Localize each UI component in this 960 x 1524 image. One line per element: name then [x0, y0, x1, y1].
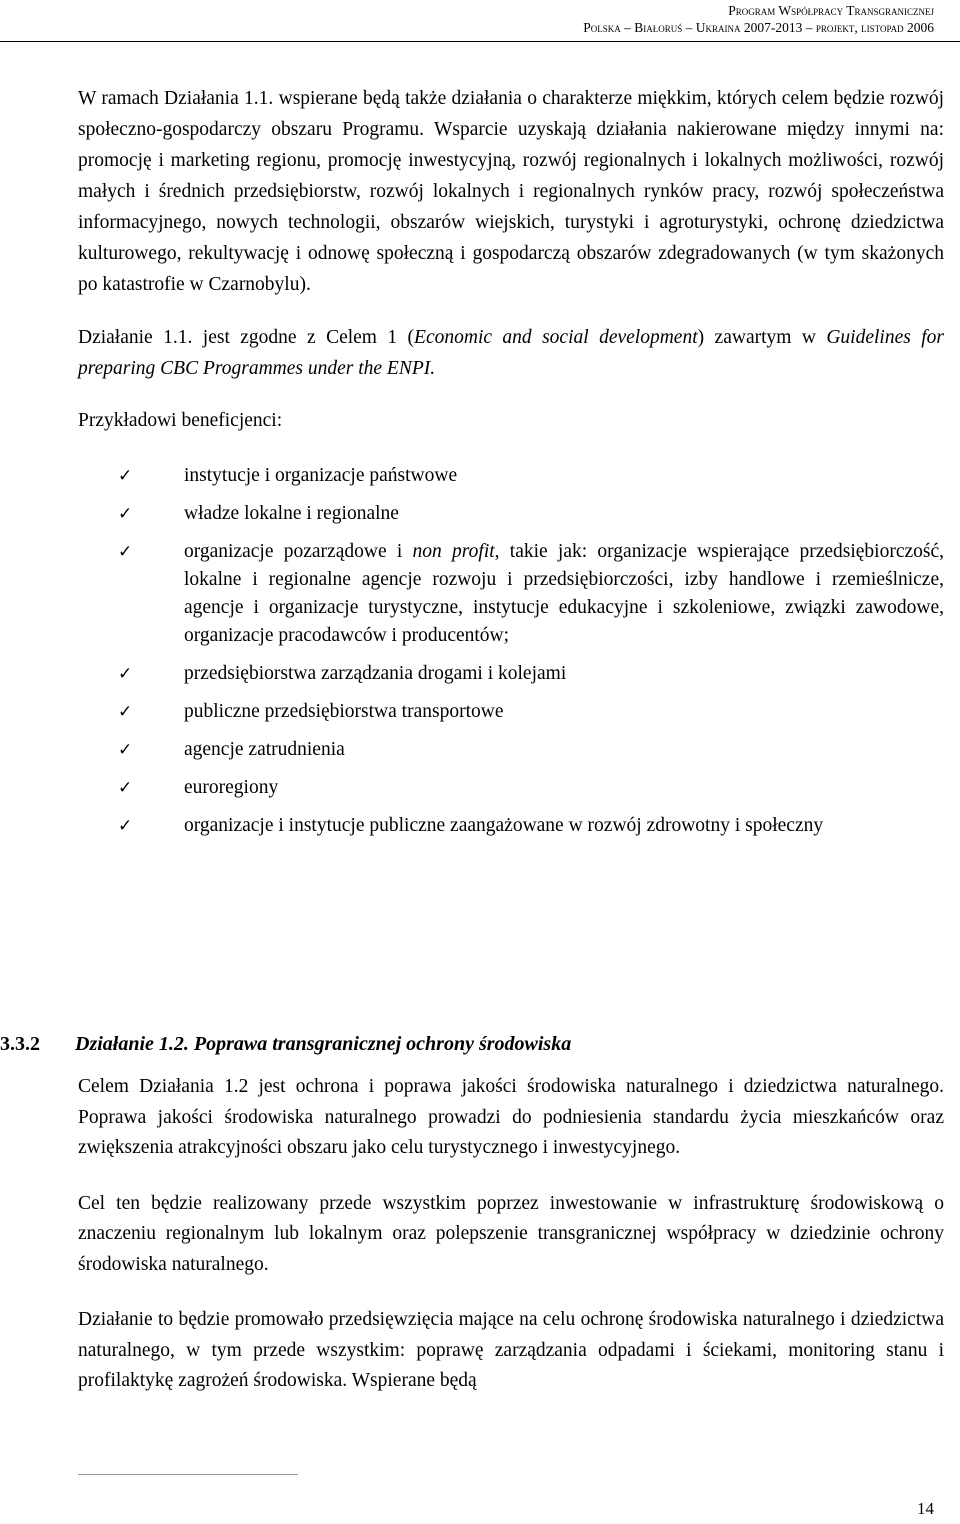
- header-divider: [0, 41, 960, 42]
- footnote-divider: [78, 1474, 298, 1475]
- main-content: [78, 83, 944, 850]
- list-item-italic: non profit: [412, 541, 495, 562]
- list-item-text-end: , takie jak: organizacje wspierające przedsiębiorczość, lokalne i regionalne agencje rozwoju i przedsiębiorczości, izby handlowe i rzemieślnicze, agencje i organizacje turystyczne, instytucje edukacyjne i szkoleniowe, związki zawodowe, organizacje pracodawców i producentów;: [184, 541, 944, 646]
- guidelines-goal-italic: Economic and social development: [414, 327, 698, 348]
- list-item: [78, 812, 944, 840]
- check-icon: ✓: [118, 504, 133, 524]
- check-icon: ✓: [118, 816, 133, 836]
- paragraph-measure-1-1: W ramach Działania 1.1. wspierane będą także działania o charakterze miękkim, których celem będzie rozwój społeczno-gospodarczy obszaru Programu. Wsparcie uzyskają działania nakierowane między innymi na: promocję i marketing regionu, promocję inwestycyjną, rozwój regionalnych i lokalnych możliwości, rozwój małych i średnich przedsiębiorstw, rozwój lokalnych i regionalnych rynków pracy, rozwój społeczeństwa informacyjnego, nowych technologii, obszarów wiejskich, turystyki i agroturystyki, ochronę dziedzictwa kulturowego, rekultywację i odnowę społeczną i gospodarczą obszarów zdegradowanych (w tym skażonych po katastrofie w Czarnobylu).: [78, 88, 944, 295]
- page-number: 14: [917, 1499, 934, 1518]
- list-item: [78, 736, 944, 764]
- section-paragraph-2: Cel ten będzie realizowany przede wszystkim poprzez inwestowanie w infrastrukturę środowiskową o znaczeniu regionalnym lub lokalnym oraz polepszenie transgranicznej współpracy w dziedzinie ochrony środowiska naturalnego.: [78, 1192, 944, 1275]
- list-item: [78, 462, 944, 490]
- header-program-title: Program Współpracy Transgranicznej: [728, 3, 934, 18]
- beneficiaries-list: [78, 462, 944, 840]
- list-item-text: władze lokalne i regionalne: [184, 503, 399, 524]
- list-item-text: publiczne przedsiębiorstwa transportowe: [184, 701, 504, 722]
- list-item: [78, 698, 944, 726]
- list-item-text: instytucje i organizacje państwowe: [184, 465, 458, 486]
- list-item-text: organizacje i instytucje publiczne zaangażowane w rozwój zdrowotny i społeczny: [184, 815, 824, 836]
- paragraph-guidelines: [78, 322, 944, 384]
- check-icon: ✓: [118, 664, 133, 684]
- guidelines-doc-italic: Guidelines for preparing CBC Programmes under the ENPI.: [78, 327, 944, 379]
- list-item-text-start: organizacje pozarządowe i: [184, 541, 413, 562]
- guidelines-text-start: Działanie 1.1. jest zgodne z Celem 1 (: [78, 327, 415, 348]
- section-paragraph-1: Celem Działania 1.2 jest ochrona i poprawa jakości środowiska naturalnego i dziedzictwa naturalnego. Poprawa jakości środowiska naturalnego prowadzi do podniesienia standardu życia mieszkańców oraz zwiększenia atrakcyjności obszaru jako celu turystycznego i inwestycyjnego.: [78, 1076, 944, 1158]
- list-item: [78, 774, 944, 802]
- section-number: 3.3.2: [0, 1033, 40, 1055]
- check-icon: ✓: [118, 778, 133, 798]
- check-icon: ✓: [118, 466, 133, 486]
- page-header: [583, 0, 934, 36]
- header-program-subtitle: Polska – Białoruś – Ukraina 2007-2013 – projekt, listopad 2006: [583, 20, 934, 35]
- check-icon: ✓: [118, 740, 133, 760]
- section-content: [78, 1072, 944, 1422]
- list-item-text: przedsiębiorstwa zarządzania drogami i kolejami: [184, 663, 567, 684]
- check-icon: ✓: [118, 702, 133, 722]
- section-paragraph-3: Działanie to będzie promowało przedsięwzięcia mające na celu ochronę środowiska naturalnego i dziedzictwa naturalnego, w tym przede wszystkim: poprawę zarządzania odpadami i ściekami, monitoring stanu i profilaktykę zagrożeń środowiska. Wspierane będą: [78, 1309, 944, 1391]
- beneficiaries-heading: Przykładowi beneficjenci:: [78, 410, 283, 431]
- list-item: [78, 538, 944, 650]
- list-item-text: agencje zatrudnienia: [184, 739, 345, 760]
- guidelines-text-mid: ) zawartym w: [697, 327, 827, 348]
- list-item: [78, 500, 944, 528]
- check-icon: ✓: [118, 542, 133, 562]
- list-item: [78, 660, 944, 688]
- section-title: Działanie 1.2. Poprawa transgranicznej ochrony środowiska: [75, 1033, 572, 1055]
- list-item-text: euroregiony: [184, 777, 279, 798]
